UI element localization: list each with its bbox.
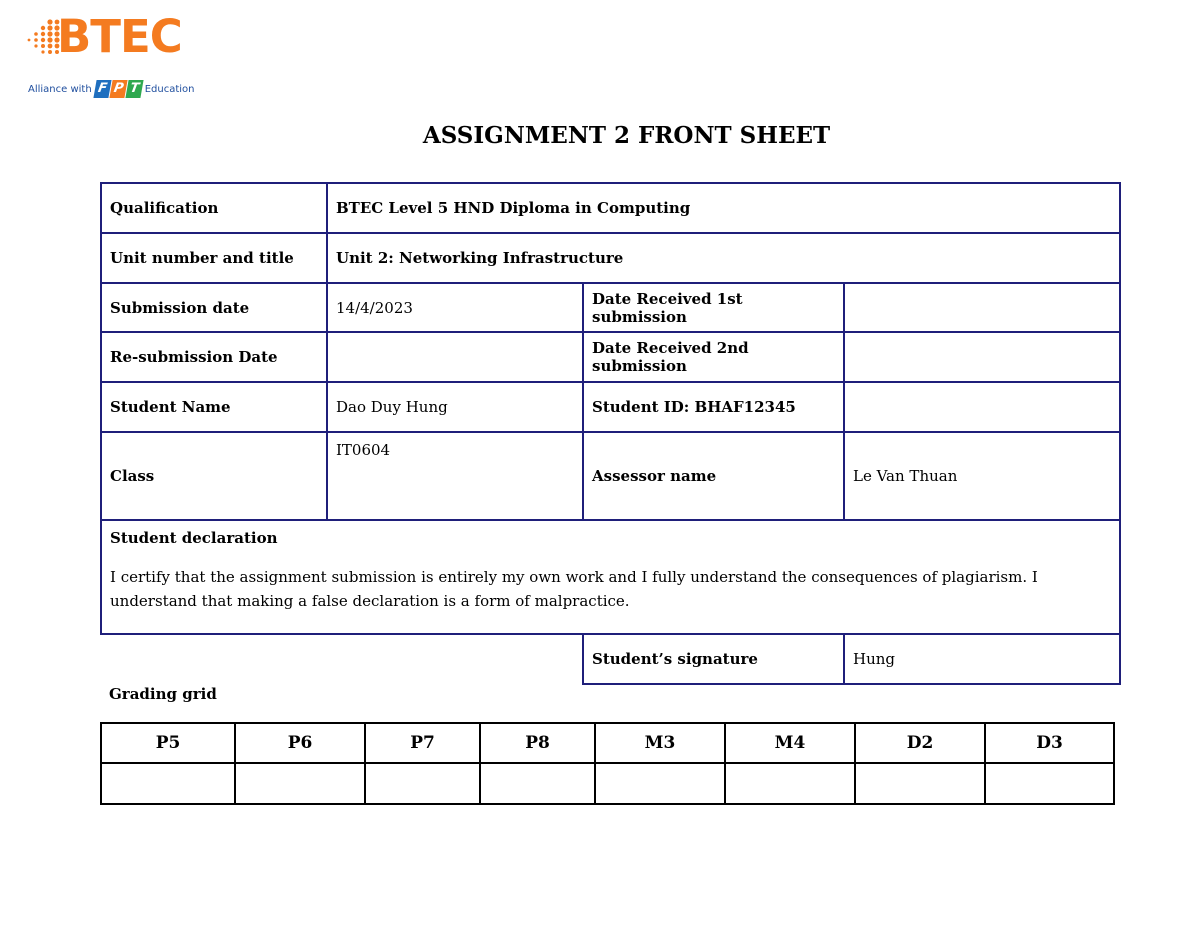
grade-header-p5: P5 (101, 723, 235, 763)
grade-cell (985, 763, 1114, 804)
education-text: Education (144, 83, 195, 95)
grade-header-p7: P7 (365, 723, 480, 763)
fpt-letter: P (109, 80, 127, 98)
empty-cell (101, 634, 583, 684)
submission-date-label: Submission date (101, 283, 327, 332)
grade-cell (365, 763, 480, 804)
page-title: ASSIGNMENT 2 FRONT SHEET (422, 122, 831, 149)
grading-header-row (101, 723, 1114, 763)
student-name-label: Student Name (101, 382, 327, 432)
grade-header-d2: D2 (855, 723, 985, 763)
fpt-letter: T (125, 80, 143, 98)
unit-value: Unit 2: Networking Infrastructure (327, 233, 1120, 283)
resubmission-date-label: Re-submission Date (101, 332, 327, 382)
fpt-logo (95, 80, 142, 98)
received-second-label: Date Received 2nd submission (583, 332, 844, 382)
declaration-text: I certify that the assignment submission is entirely my own work and I fully understand the consequences of plagiarism. I understand that making a false declaration is a form of malpractice. (110, 568, 1038, 610)
grading-value-row (101, 763, 1114, 804)
grading-grid (100, 722, 1115, 805)
received-first-value (844, 283, 1120, 332)
declaration-label: Student declaration (110, 529, 278, 547)
btec-wordmark: BTEC (57, 10, 182, 63)
assessor-label: Assessor name (583, 432, 844, 520)
grade-header-p8: P8 (480, 723, 595, 763)
table-row (101, 520, 1120, 634)
grade-header-m3: M3 (595, 723, 725, 763)
fpt-letter: F (93, 80, 111, 98)
grade-cell (855, 763, 985, 804)
signature-label: Student’s signature (583, 634, 844, 684)
student-id-label: Student ID: BHAF12345 (583, 382, 844, 432)
grade-cell (235, 763, 365, 804)
grade-header-m4: M4 (725, 723, 855, 763)
grade-cell (595, 763, 725, 804)
assessor-value: Le Van Thuan (844, 432, 1120, 520)
alliance-line (28, 80, 194, 98)
student-name-value: Dao Duy Hung (327, 382, 583, 432)
alliance-text: Alliance with (28, 83, 92, 95)
resubmission-date-value (327, 332, 583, 382)
grading-grid-label: Grading grid (109, 685, 217, 703)
btec-fpt-logo (22, 10, 197, 105)
unit-label: Unit number and title (101, 233, 327, 283)
grade-cell (725, 763, 855, 804)
qualification-label: Qualification (101, 183, 327, 233)
student-id-value (844, 382, 1120, 432)
declaration-cell (101, 520, 1120, 634)
submission-date-value: 14/4/2023 (327, 283, 583, 332)
qualification-value: BTEC Level 5 HND Diploma in Computing (327, 183, 1120, 233)
grade-cell (101, 763, 235, 804)
table-row (101, 382, 1120, 432)
table-row (101, 283, 1120, 332)
table-row (101, 183, 1120, 233)
front-sheet-table (100, 182, 1121, 685)
table-row (101, 233, 1120, 283)
received-first-label: Date Received 1st submission (583, 283, 844, 332)
class-value: IT0604 (327, 432, 583, 520)
grade-header-d3: D3 (985, 723, 1114, 763)
table-row (101, 332, 1120, 382)
table-row (101, 432, 1120, 520)
grade-cell (480, 763, 595, 804)
table-row (101, 634, 1120, 684)
received-second-value (844, 332, 1120, 382)
signature-value: Hung (844, 634, 1120, 684)
class-label: Class (101, 432, 327, 520)
grade-header-p6: P6 (235, 723, 365, 763)
